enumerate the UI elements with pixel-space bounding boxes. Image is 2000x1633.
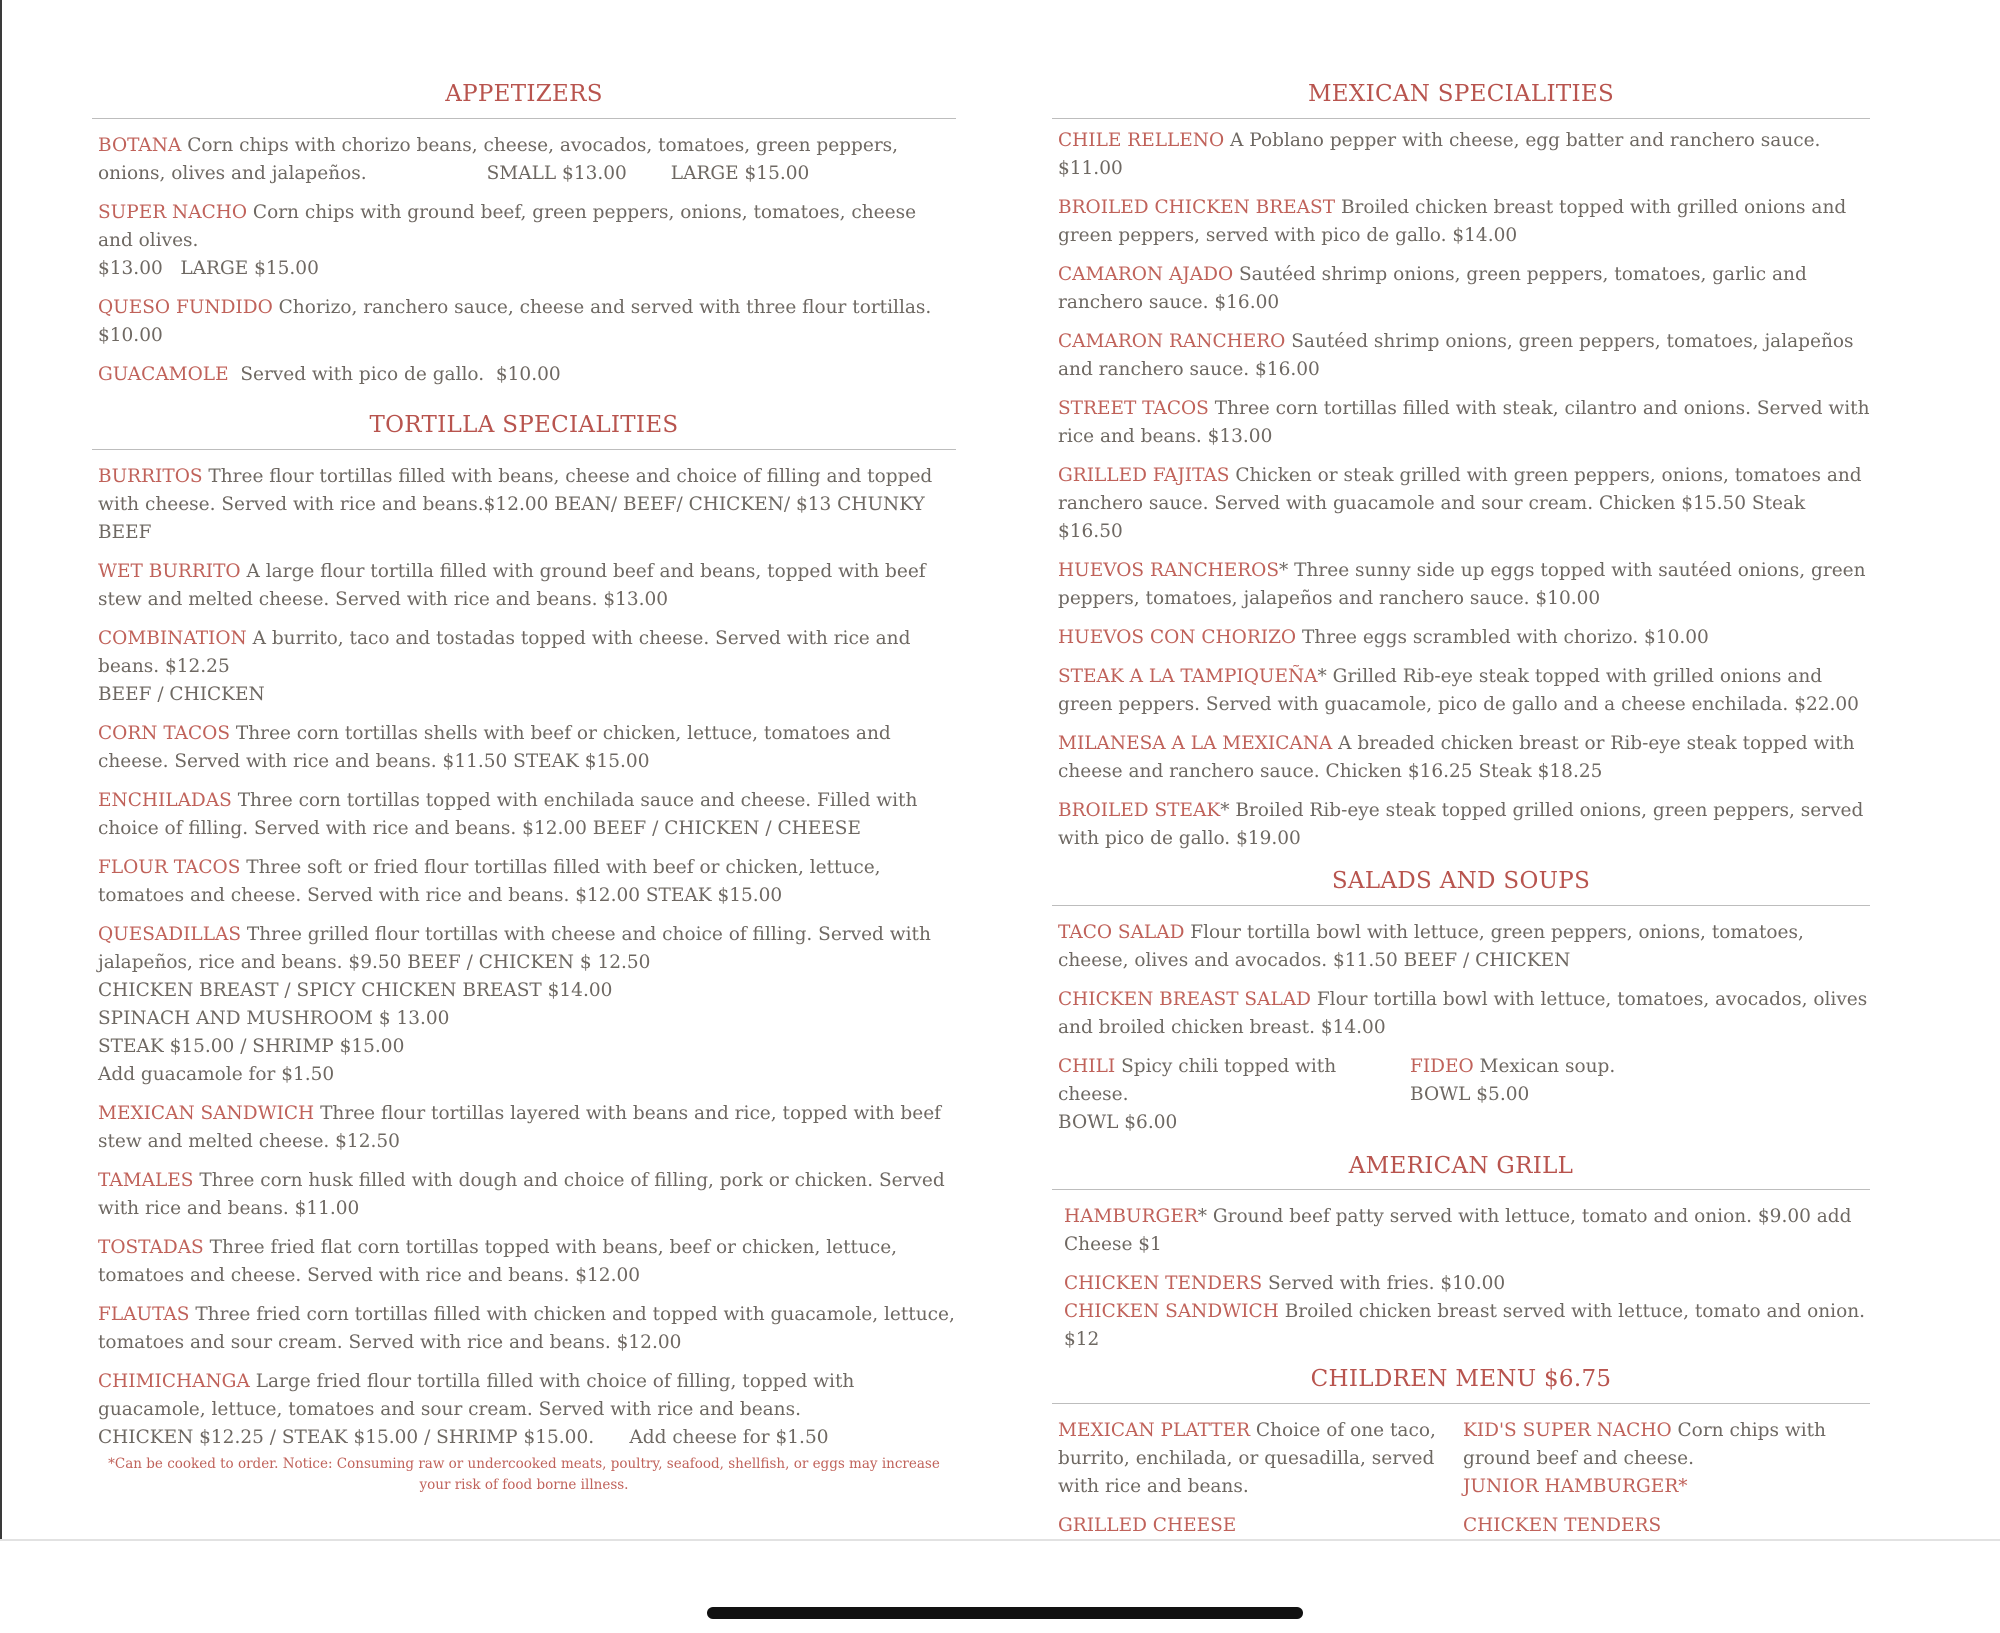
menu-item-combination — [98, 625, 956, 709]
right-column — [1052, 80, 1870, 1551]
menu-item-tamales — [98, 1167, 956, 1223]
menu-item-burritos — [98, 463, 956, 547]
menu-item-super-nacho — [98, 199, 956, 283]
menu-item-taco-salad — [1058, 919, 1870, 975]
menu-item-fideo — [1410, 1053, 1815, 1109]
item-name: BURRITOS — [98, 465, 203, 487]
item-name: COMBINATION — [98, 627, 247, 649]
item-name: MEXICAN PLATTER — [1058, 1420, 1251, 1441]
item-description: A large flour tortilla filled with ground beef and beans, topped with beef stew and melted cheese. Served with rice and beans. $13.00 — [98, 560, 926, 610]
page-bottom-divider — [0, 1539, 2000, 1541]
item-description: Served with pico de gallo. $10.00 — [228, 363, 561, 385]
item-name: HUEVOS RANCHEROS — [1058, 559, 1280, 581]
item-description: Three corn tortillas shells with beef or chicken, lettuce, tomatoes and cheese. Served with rice and beans. $11.50 STEAK $15.00 — [98, 722, 891, 772]
item-description: * Grilled Rib-eye steak topped with grilled onions and green peppers. Served with guacamole, pico de gallo and a cheese enchilada. $22.00 — [1058, 665, 1859, 715]
item-description: Broiled chicken breast topped with grilled onions and green peppers, served with pico de gallo. $14.00 — [1058, 196, 1847, 246]
item-name: GRILLED FAJITAS — [1058, 464, 1230, 486]
menu-item-botana — [98, 132, 956, 188]
menu-item-steak-tampiquena — [1058, 663, 1870, 719]
menu-item-grilled-fajitas — [1058, 462, 1870, 546]
menu-item-chicken-sandwich — [1064, 1298, 1870, 1354]
item-description: Three corn husk filled with dough and choice of filling, pork or chicken. Served with rice and beans. $11.00 — [98, 1169, 945, 1219]
item-description: Spicy chili topped with cheese. — [1058, 1055, 1337, 1105]
menu-item-mexican-platter — [1058, 1417, 1445, 1501]
menu-item-quesadillas — [98, 921, 956, 1089]
item-description: Three soft or fried flour tortillas filled with beef or chicken, lettuce, tomatoes and cheese. Served with rice and beans. $12.00 STEAK $15.00 — [98, 856, 881, 906]
menu-item-broiled-chicken-breast — [1058, 194, 1870, 250]
menu-item-junior-hamburger — [1463, 1473, 1873, 1501]
item-description: Choice of one taco, burrito, enchilada, or quesadilla, served with rice and beans. — [1058, 1420, 1436, 1497]
children-menu-title: CHILDREN MENU $6.75 — [1052, 1365, 1870, 1404]
item-name: CHIMICHANGA — [98, 1370, 250, 1392]
menu-item-flautas — [98, 1301, 956, 1357]
item-name: HAMBURGER — [1064, 1206, 1198, 1228]
item-description: Corn chips with ground beef and cheese. — [1463, 1420, 1826, 1469]
salads-soups-title: SALADS AND SOUPS — [1052, 867, 1870, 906]
menu-item-corn-tacos — [98, 720, 956, 776]
item-description: Three grilled flour tortillas with cheese and choice of filling. Served with jalapeños, rice and beans. $9.50 BEEF / CHICKEN $ 12.50 — [98, 923, 931, 973]
item-name: CHILI — [1058, 1055, 1116, 1077]
item-name: FIDEO — [1410, 1055, 1474, 1077]
item-description: Three corn tortillas topped with enchilada sauce and cheese. Filled with choice of filling. Served with rice and beans. $12.00 BEEF / CHICKEN / CHEESE — [98, 789, 918, 839]
menu-item-huevos-rancheros — [1058, 557, 1870, 613]
item-description: Corn chips with chorizo beans, cheese, avocados, tomatoes, green peppers, onions, olives and jalapeños. — [98, 134, 899, 184]
item-name: GRILLED CHEESE — [1058, 1515, 1237, 1536]
item-description: * Broiled Rib-eye steak topped grilled onions, green peppers, served with pico de gallo. $19.00 — [1058, 799, 1864, 849]
item-name: CAMARON RANCHERO — [1058, 330, 1286, 352]
item-description: A breaded chicken breast or Rib-eye steak topped with cheese and ranchero sauce. Chicken $16.25 Steak $18.25 — [1058, 732, 1855, 782]
item-name: QUESO FUNDIDO — [98, 296, 273, 318]
item-description: Chorizo, ranchero sauce, cheese and served with three flour tortillas. $10.00 — [98, 296, 932, 346]
home-indicator-bar[interactable] — [707, 1607, 1303, 1619]
item-description: Three fried corn tortillas filled with chicken and topped with guacamole, lettuce, tomatoes and sour cream. Served with rice and beans. $12.00 — [98, 1303, 955, 1353]
item-prices: CHICKEN $12.25 / STEAK $15.00 / SHRIMP $15.00. Add cheese for $1.50 — [98, 1426, 829, 1448]
item-description: Broiled chicken breast served with lettuce, tomato and onion. $12 — [1064, 1301, 1866, 1351]
food-safety-notice: *Can be cooked to order. Notice: Consuming raw or undercooked meats, poultry, seafood, shellfish, or eggs may increase your risk of food borne illness. — [108, 1455, 940, 1493]
item-name: BOTANA — [98, 134, 182, 156]
item-name: BROILED STEAK — [1058, 799, 1221, 821]
menu-item-enchiladas — [98, 787, 956, 843]
menu-item-chimichanga — [98, 1368, 956, 1452]
menu-item-broiled-steak — [1058, 797, 1870, 853]
item-description: Sautéed shrimp onions, green peppers, tomatoes, garlic and ranchero sauce. $16.00 — [1058, 263, 1807, 313]
item-price: BOWL $6.00 — [1058, 1111, 1178, 1133]
item-description: Three flour tortillas filled with beans, cheese and choice of filling and topped with cheese. Served with rice and beans.$12.00 BEAN/ BEEF/ CHICKEN/ $13 CHUNKY BEEF — [98, 465, 933, 543]
item-name: CHICKEN TENDERS — [1463, 1515, 1662, 1536]
item-name: CHICKEN BREAST SALAD — [1058, 988, 1311, 1010]
item-name: MILANESA A LA MEXICANA — [1058, 732, 1333, 754]
item-description: Three fried flat corn tortillas topped with beans, beef or chicken, lettuce, tomatoes and cheese. Served with rice and beans. $12.00 — [98, 1236, 898, 1286]
item-name: CAMARON AJADO — [1058, 263, 1234, 285]
item-description: Sautéed shrimp onions, green peppers, tomatoes, jalapeños and ranchero sauce. $16.00 — [1058, 330, 1854, 380]
menu-item-street-tacos — [1058, 395, 1870, 451]
item-name: FLAUTAS — [98, 1303, 190, 1325]
menu-item-kids-chicken-tenders — [1463, 1512, 1873, 1540]
children-row-1 — [1058, 1417, 1870, 1551]
item-name: TOSTADAS — [98, 1236, 204, 1258]
menu-item-wet-burrito — [98, 558, 956, 614]
menu-item-grilled-cheese — [1058, 1512, 1463, 1540]
menu-item-huevos-con-chorizo — [1058, 624, 1870, 652]
menu-item-flour-tacos — [98, 854, 956, 910]
item-description: * Ground beef patty served with lettuce, tomato and onion. $9.00 add Cheese $1 — [1064, 1206, 1852, 1256]
item-name: FLOUR TACOS — [98, 856, 241, 878]
page-left-edge — [0, 0, 2, 1540]
menu-item-tostadas — [98, 1234, 956, 1290]
mexican-specialities-title: MEXICAN SPECIALITIES — [1052, 80, 1870, 119]
menu-item-chicken-breast-salad — [1058, 986, 1870, 1042]
item-description: Large fried flour tortilla filled with choice of filling, topped with guacamole, lettuce, tomatoes and sour cream. Served with rice and beans. — [98, 1370, 855, 1420]
item-name: CORN TACOS — [98, 722, 231, 744]
item-price: $13.00 LARGE $15.00 — [98, 257, 319, 279]
tortilla-title: TORTILLA SPECIALITIES — [92, 411, 956, 450]
item-name: SUPER NACHO — [98, 201, 248, 223]
item-name: ENCHILADAS — [98, 789, 232, 811]
item-name: TAMALES — [98, 1169, 194, 1191]
menu-item-camaron-ranchero — [1058, 328, 1870, 384]
item-name: GUACAMOLE — [98, 363, 229, 385]
item-name: WET BURRITO — [98, 560, 241, 582]
item-description: * Three sunny side up eggs topped with sautéed onions, green peppers, tomatoes, jalapeños and ranchero sauce. $10.00 — [1058, 559, 1866, 609]
item-name: MEXICAN SANDWICH — [98, 1102, 315, 1124]
item-description: Flour tortilla bowl with lettuce, tomatoes, avocados, olives and broiled chicken breast. $14.00 — [1058, 988, 1868, 1038]
item-option-line: CHICKEN BREAST / SPICY CHICKEN BREAST $14.00 — [98, 979, 613, 1001]
item-option-line: SPINACH AND MUSHROOM $ 13.00 — [98, 1007, 450, 1029]
menu-item-chili — [1058, 1053, 1410, 1137]
item-description: Three corn tortillas filled with steak, cilantro and onions. Served with rice and beans. $13.00 — [1058, 397, 1870, 447]
item-description: A Poblano pepper with cheese, egg batter and ranchero sauce. $11.00 — [1058, 129, 1821, 179]
item-fillings: BEEF / CHICKEN — [98, 683, 265, 705]
item-name: QUESADILLAS — [98, 923, 242, 945]
item-description: Flour tortilla bowl with lettuce, green peppers, onions, tomatoes, cheese, olives and avocados. $11.50 BEEF / CHICKEN — [1058, 921, 1804, 971]
item-name: JUNIOR HAMBURGER* — [1463, 1476, 1688, 1497]
item-name: HUEVOS CON CHORIZO — [1058, 626, 1297, 648]
menu-item-chile-relleno — [1058, 127, 1870, 183]
menu-item-kids-super-nacho — [1463, 1417, 1873, 1473]
menu-item-hamburger — [1064, 1203, 1870, 1259]
item-name: KID'S SUPER NACHO — [1463, 1420, 1672, 1441]
appetizers-title: APPETIZERS — [92, 80, 956, 119]
item-name: STREET TACOS — [1058, 397, 1209, 419]
item-name: TACO SALAD — [1058, 921, 1185, 943]
menu-item-queso-fundido — [98, 294, 956, 350]
item-description: Corn chips with ground beef, green peppers, onions, tomatoes, cheese and olives. — [98, 201, 917, 251]
item-description: Three flour tortillas layered with beans and rice, topped with beef stew and melted cheese. $12.50 — [98, 1102, 942, 1152]
menu-item-camaron-ajado — [1058, 261, 1870, 317]
item-price: BOWL $5.00 — [1410, 1083, 1530, 1105]
soups-row — [1058, 1053, 1870, 1148]
item-description: Served with fries. $10.00 — [1262, 1273, 1506, 1295]
american-grill-title: AMERICAN GRILL — [1052, 1152, 1870, 1191]
item-name: CHICKEN SANDWICH — [1064, 1301, 1279, 1323]
menu-item-mexican-sandwich — [98, 1100, 956, 1156]
price-small: SMALL $13.00 — [486, 162, 627, 184]
item-option-line: STEAK $15.00 / SHRIMP $15.00 — [98, 1035, 405, 1057]
item-description: A burrito, taco and tostadas topped with cheese. Served with rice and beans. $12.25 — [98, 627, 911, 677]
item-name: BROILED CHICKEN BREAST — [1058, 196, 1336, 218]
price-large: LARGE $15.00 — [670, 162, 810, 184]
menu-item-guacamole — [98, 361, 956, 389]
item-name: CHILE RELLENO — [1058, 129, 1225, 151]
menu-item-milanesa — [1058, 730, 1870, 786]
item-description: Three eggs scrambled with chorizo. $10.00 — [1296, 626, 1709, 648]
item-description: Mexican soup. — [1473, 1055, 1616, 1077]
item-name: STEAK A LA TAMPIQUEÑA — [1058, 665, 1318, 687]
item-description: Chicken or steak grilled with green peppers, onions, tomatoes and ranchero sauce. Served with guacamole and sour cream. Chicken $15.50 Steak $16.50 — [1058, 464, 1862, 542]
menu-item-chicken-tenders — [1064, 1270, 1870, 1298]
left-column — [92, 80, 956, 1496]
item-option-line: Add guacamole for $1.50 — [98, 1063, 335, 1085]
item-name: CHICKEN TENDERS — [1064, 1273, 1263, 1295]
